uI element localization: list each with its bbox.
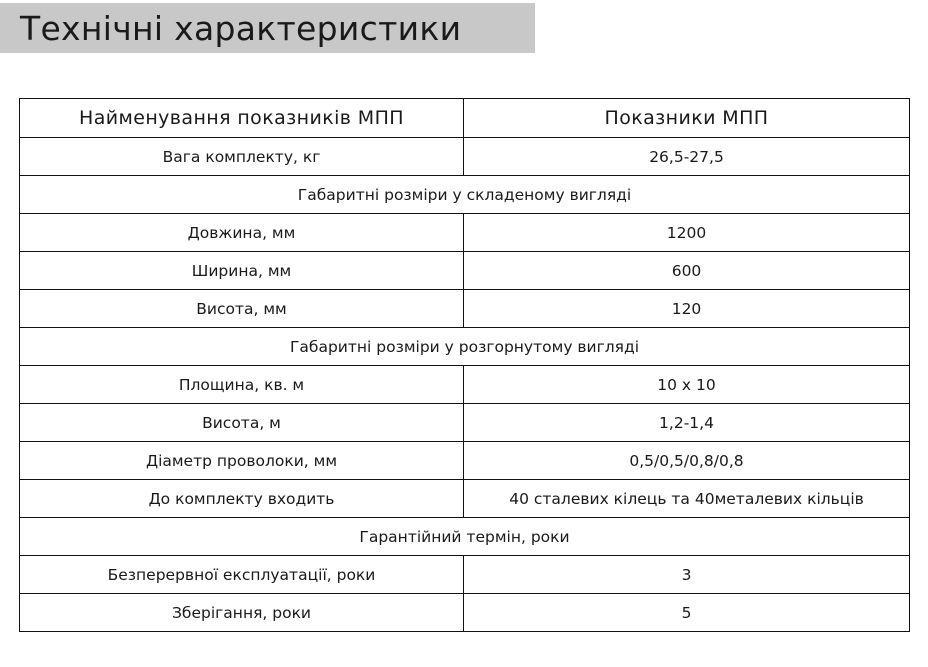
row-label: Безперервної експлуатації, роки	[20, 556, 464, 594]
row-label: Вага комплекту, кг	[20, 138, 464, 176]
row-value: 600	[464, 252, 910, 290]
page-title: Технічні характеристики	[20, 8, 462, 48]
row-label: Довжина, мм	[20, 214, 464, 252]
table-row	[20, 442, 910, 480]
row-value: 3	[464, 556, 910, 594]
section-title: Гарантійний термін, роки	[20, 518, 910, 556]
row-value: 40 сталевих кілець та 40металевих кільців	[464, 480, 910, 518]
row-label: Діаметр проволоки, мм	[20, 442, 464, 480]
table-section-row	[20, 328, 910, 366]
row-label: До комплекту входить	[20, 480, 464, 518]
title-banner	[0, 3, 535, 53]
table-row	[20, 366, 910, 404]
table-row	[20, 252, 910, 290]
row-label: Висота, мм	[20, 290, 464, 328]
table-row	[20, 594, 910, 632]
section-title: Габаритні розміри у розгорнутому вигляді	[20, 328, 910, 366]
row-label: Площина, кв. м	[20, 366, 464, 404]
section-title: Габаритні розміри у складеному вигляді	[20, 176, 910, 214]
header-indicator-value: Показники МПП	[464, 99, 910, 138]
table-row	[20, 138, 910, 176]
table-header-row	[20, 99, 910, 138]
table-row	[20, 480, 910, 518]
table-row	[20, 556, 910, 594]
row-value: 120	[464, 290, 910, 328]
row-label: Ширина, мм	[20, 252, 464, 290]
table-row	[20, 290, 910, 328]
row-value: 0,5/0,5/0,8/0,8	[464, 442, 910, 480]
table-row	[20, 404, 910, 442]
row-value: 26,5-27,5	[464, 138, 910, 176]
row-label: Висота, м	[20, 404, 464, 442]
specifications-table	[19, 98, 910, 632]
row-label: Зберігання, роки	[20, 594, 464, 632]
table-section-row	[20, 176, 910, 214]
table-section-row	[20, 518, 910, 556]
row-value: 1,2-1,4	[464, 404, 910, 442]
row-value: 1200	[464, 214, 910, 252]
table-row	[20, 214, 910, 252]
header-indicator-name: Найменування показників МПП	[20, 99, 464, 138]
row-value: 5	[464, 594, 910, 632]
row-value: 10 х 10	[464, 366, 910, 404]
